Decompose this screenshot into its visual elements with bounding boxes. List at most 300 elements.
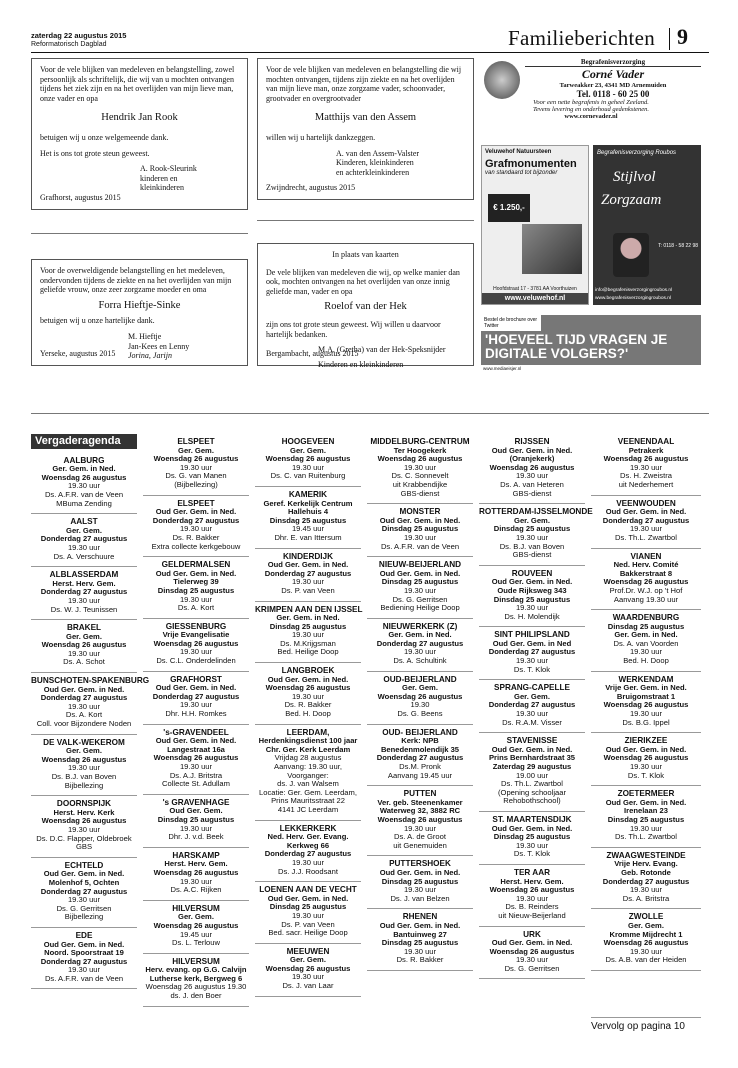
agenda-place: RHENEN [402,912,438,922]
agenda-line: Ds. P. van Veen [281,585,335,595]
agenda-line: 19.30 uur [179,762,213,771]
agenda-entry [255,663,361,725]
agenda-line: Ds. A.J. Britstra [169,770,223,780]
agenda-entry [479,627,585,680]
agenda-place: 's GRAVENHAGE [162,797,230,807]
agenda-line: uit Nederhemert [618,479,674,489]
gravestone-image [522,224,582,274]
page-number: 9 [677,24,688,49]
agenda-line: Ds. C. van Ruitenburg [270,471,346,481]
notice-text: betuigen wij u onze hartelijke dank. [40,316,155,326]
agenda-place: GIESSENBURG [165,621,227,631]
agenda-line: 19.30 uur [67,648,101,658]
agenda-line: 19.30 uur [291,910,325,920]
agenda-place: HARSKAMP [172,850,220,860]
agenda-place: PUTTERSHOEK [389,859,451,869]
agenda-line: Woensdag 26 augustus [41,472,127,482]
flower-icon [484,61,520,99]
agenda-place: LEERDAM, [286,727,330,737]
agenda-entry [143,795,249,848]
signature-line: M. Hieftje [128,331,162,341]
agenda-line: Vrije Herv. Evang. [614,859,678,869]
agenda-entry [367,434,473,504]
agenda-line: 19.30 uur [403,885,437,895]
agenda-place: HOOGEVEEN [281,437,335,446]
agenda-line: 19.30 uur [67,824,101,834]
notice-intro: De vele blijken van medeleven die wij, op welke manier dan ook, mochten ontvangen na het overlijden van onze innig geliefde man, vader en opa [266,267,460,296]
agenda-line: Oud Ger. Gem. in Ned. [43,869,125,879]
agenda-entry [479,733,585,812]
agenda-line: Ds. R. Bakker [172,532,220,542]
agenda-line: GBS [75,842,93,852]
agenda-line: (Oranjekerk) [509,454,555,464]
agenda-line: Woensdag 26 augustus [265,683,351,693]
signature-line: kleinkinderen [140,183,184,193]
agenda-line: Oude Rijksweg 343 [497,585,567,595]
agenda-entry [367,672,473,725]
agenda-line: Woensdag 26 augustus [41,816,127,826]
agenda-place: ZIERIKZEE [624,736,668,746]
agenda-line: Herst. Herv. Gem. [500,876,564,886]
notice-text: willen wij u hartelijk dankzeggen. [266,132,376,142]
agenda-place: DOORNSPIJK [56,799,112,809]
agenda-line: Bediening Heilige Doop [380,603,460,613]
agenda-line: 19.30 uur [515,532,549,542]
header-date: zaterdag 22 augustus 2015 [31,31,127,40]
agenda-line: GBS-dienst [512,488,552,498]
signature-line: A. Rook-Sleurink [140,164,197,174]
agenda-line: Woensdag 26 augustus [603,938,689,948]
agenda-line: (Opening schooljaar [498,787,566,797]
agenda-line: Dhr. J. v.d. Beek [168,832,224,842]
person-photo [613,233,649,277]
agenda-line: Ds. M.Krijgsman [280,638,336,648]
agenda-line: Ds. A. Schultink [393,656,447,666]
agenda-line: Oud Ger. Gem. in Ned. [155,736,237,746]
agenda-line: Ds. B.G. Ippel [622,717,670,727]
agenda-line: Ds. A. van Heteren [500,479,564,489]
agenda-line: Oud Ger. Gem. in Ned. [605,507,687,517]
agenda-line: Ds. A. Kort [177,603,215,613]
agenda-line: Aanvang 19.30 uur [613,594,679,604]
ad-roubos [593,145,701,305]
agenda-line: Ds. A.C. Rijken [170,885,222,895]
agenda-entry [255,725,361,821]
agenda-line: Ger. Gem. in Ned. [614,630,678,640]
agenda-entry [143,434,249,496]
agenda-line: Dinsdag 25 augustus [381,577,459,587]
agenda-place: HILVERSUM [172,956,220,966]
agenda-line: 19.30 uur [67,481,101,491]
agenda-place: NIEUW-BEIJERLAND [378,560,462,570]
agenda-entry [591,848,701,910]
agenda-line: Ds. A. Kort [65,710,103,720]
ad-email: info@begrafenisverzorgingroubos.nl [595,288,673,293]
agenda-place: VEENENDAAL [617,437,675,446]
agenda-place: WERKENDAM [618,674,674,684]
agenda-entry [255,602,361,664]
agenda-line: Ds. A. van Voorden [613,638,679,648]
agenda-line: Ds. A.F.R. van de Veen [380,541,460,551]
agenda-place: STAVENISSE [506,736,558,746]
agenda-line: Donderdag 27 augustus [488,647,576,657]
notice-text: betuigen wij u onze welgemeende dank. [40,132,169,142]
agenda-line: Woensdag 26 augustus [603,700,689,710]
ad-vader [481,58,701,135]
agenda-line: Dinsdag 25 augustus [607,814,685,824]
agenda-line: 19.30 uur [403,647,437,657]
agenda-line: Molenhof 5, Ochten [48,877,120,887]
agenda-line: Ger. Gem. [402,683,438,693]
ad-phone: Tel. 0118 - 60 25 00 [576,89,650,99]
agenda-line: Ger. Gem. [290,445,326,455]
ad-url: www.mediaeisjer.nl [483,366,522,371]
agenda-line: Herst. Herv. Gem. [164,859,228,869]
agenda-line: 19.30 uur [291,577,325,587]
agenda-line: 19.30 uur [515,840,549,850]
agenda-line: ds. J. den Boer [170,991,222,1001]
agenda-line: Dhr. H.H. Romkes [165,709,227,719]
agenda-line: Ds. A. Schot [63,657,105,667]
agenda-entry [255,944,361,997]
agenda-line: Chr. Ger. Kerk Leerdam [265,744,351,754]
ad-line: Voor een nette begrafenis in geheel Zeeland. [533,99,649,106]
agenda-line: Oud Ger. Gem. in Ned. [491,823,573,833]
agenda-line: 19.30 uur [515,709,549,719]
notice-hek [257,243,474,369]
agenda-line: Dinsdag 25 augustus [493,832,571,842]
ad-top: Begrafenisverzorging Roubos [597,150,677,156]
ad-veluwehof [481,145,589,305]
agenda-line: Rehobothschool) [503,796,561,806]
agenda-line: Ds. A. Verschuure [53,551,115,561]
ad-line: Tevens levering en onderhoud gedenkstenen. [532,106,650,113]
agenda-line: Ds. B.J. van Boven [51,772,117,781]
agenda-line: Ger. Gem. [628,920,664,930]
agenda-line: Ds. G. Beens [397,709,443,719]
agenda-line: Donderdag 27 augustus [488,700,576,710]
agenda-line: Oud Ger. Gem. in Ned. [379,515,461,525]
agenda-line: Oud Ger. Gem. in Ned. [379,568,461,578]
agenda-entry [591,610,701,672]
agenda-line: Zaterdag 29 augustus [492,762,572,771]
agenda-place: RIJSSEN [514,437,550,446]
agenda-line: 19.30 uur [291,972,325,982]
agenda-column [31,434,150,1039]
agenda-line: 19.30 uur [67,595,101,605]
agenda-line: Ds. B.J. van Boven [499,541,565,551]
agenda-line: uit Nieuw-Beijerland [498,910,566,920]
agenda-line: Locatie: Ger. Gem. Leerdam, [259,787,357,797]
agenda-line: Ds. D.C. Flapper, Oldebroek [36,833,132,843]
agenda-line: Ds. G. van Manen [165,471,227,481]
agenda-line: Ds. Th.L. Zwartbol [615,532,677,542]
agenda-line: Oud Ger. Gem. in Ned. [155,507,237,517]
agenda-line: Kerk: NPB [401,736,439,746]
agenda-line: Ds. B. Reinders [505,902,559,912]
signature-line: M.A. (Gretha) van der Hek-Speksnijder [318,345,446,355]
agenda-line: Ger. Gem. [290,955,326,965]
divider [31,413,709,414]
agenda-line: 19.30 uur [515,893,549,903]
agenda-place: URK [523,929,541,939]
agenda-line: Woensdag 26 augustus [377,691,463,701]
agenda-line: Donderdag 27 augustus [152,691,240,701]
notice-place: Bergambacht, augustus 2015 [266,349,359,359]
agenda-line: Ds. T. Klok [513,849,551,859]
agenda-entry [143,901,249,954]
notice-name: Roelof van der Hek [324,301,407,313]
agenda-place: OUD- BEIJERLAND [382,727,458,737]
agenda-line: Donderdag 27 augustus [40,886,128,896]
agenda-line: Oud Ger. Gem. in Ned. [491,445,573,455]
agenda-line: Woensdag 26 augustus [153,920,239,930]
agenda-entry [479,812,585,865]
agenda-line: Ds. H. Molendijk [504,611,560,621]
agenda-line: 19.30 uur [629,946,663,956]
agenda-line: 19.30 uur [291,691,325,701]
agenda-line: Prof.Dr. W.J. op 't Hof [609,585,683,595]
agenda-line: 19.30 uur [629,647,663,657]
agenda-place: AALST [70,517,98,527]
agenda-line: 19.30 uur [67,701,101,711]
agenda-place: ZWAAGWESTEINDE [606,850,686,860]
notice-name: Matthijs van den Assem [314,112,417,124]
ad-title: Grafmonumenten [485,158,577,170]
notice-intro: Voor de vele blijken van medeleven en belangstelling, zowel persoonlijk als schriftelijk, die wij van u mochten ontvangen tijdens het ziek zijn en na het overlijden van mijn lieve man, onze vader en opa [40,65,235,103]
signature-line: Jan-Kees en Lenny [128,341,190,351]
agenda-line: Woensdag 26 augustus 19.30 [145,982,247,992]
agenda-column [367,434,473,1039]
agenda-line: 19.30 uur [179,462,213,472]
agenda-line: Collecte St. Adullam [162,779,230,789]
agenda-line: Bijbellezing [64,780,104,790]
ad-line: Begrafenisverzorging [525,58,701,67]
agenda-line: 19.30 uur [179,876,213,886]
ad-phone: T: 0118 - 58 22 98 [658,243,698,249]
agenda-line: 19.30 uur [515,955,549,965]
agenda-line: 19.30 uur [629,524,663,534]
agenda-line: Ger. Gem. [514,691,550,701]
signature-line: kinderen en [140,173,178,183]
header-separator [669,28,670,50]
agenda-line: Lutherse kerk, Bergweg 6 [149,973,243,983]
agenda-line: uit Genemuiden [393,840,447,850]
agenda-entry [143,848,249,901]
ad-brand: Veluwehof Natuursteen [485,149,552,155]
agenda-line: Ds. C.L. Onderdelinden [156,656,236,666]
agenda-line: Ds. W. J. Teunissen [50,604,118,614]
agenda-place: LEKKERKERK [279,823,337,833]
agenda-line: 19.30 uur [67,763,101,773]
agenda-entry [255,821,361,883]
agenda-line: Herst. Herv. Gem. [52,578,116,588]
agenda-line: Waterweg 32, 3882 RC [379,806,461,816]
agenda-entry [479,504,593,566]
notice-assem [257,58,474,200]
notice-sinke [31,259,248,366]
agenda-entry [255,549,361,602]
agenda-line: Donderdag 27 augustus [40,956,128,966]
ad-word: Zorgzaam [601,192,662,208]
agenda-line: Donderdag 27 augustus [40,693,128,703]
agenda-place: AALBURG [63,455,105,465]
agenda-line: Ned. Herv. Ger. Evang. [267,832,349,842]
agenda-line: Ger. Gem. in Ned. [388,630,452,640]
ad-small: Bestel de brochure over Twitter [481,315,541,331]
agenda-line: Oud Ger. Gem. in Ned. [155,568,237,578]
agenda-line: Ds. R.A.M. Visser [502,717,562,727]
agenda-line: 19.45 uur [179,929,213,939]
notice-signature [266,149,465,178]
agenda-entry [479,865,585,927]
agenda-entry [479,680,585,733]
agenda-column [143,434,249,1039]
agenda-line: Ds. G. Gerritsen [392,594,448,604]
agenda-place: ZWOLLE [628,912,664,922]
ad-subtitle: van standaard tot bijzonder [485,170,558,176]
agenda-line: Woensdag 26 augustus [489,946,575,956]
agenda-line: 19.30 uur [403,585,437,595]
agenda-line: Ds. P. van Veen [281,919,335,929]
agenda-line: Kerkweg 66 [286,840,330,850]
agenda-line: 19.30 uur [179,823,213,833]
agenda-place: ROTTERDAM-IJSSELMONDE [479,507,593,517]
agenda-line: Donderdag 27 augustus [264,849,352,859]
agenda-line: Donderdag 27 augustus [602,876,690,886]
agenda-line: Coll. voor Bijzondere Noden [36,719,132,729]
agenda-entry [479,927,585,980]
agenda-entry [143,672,249,725]
agenda-place: ALBLASSERDAM [49,570,119,580]
agenda-entry [367,786,473,856]
signature-line: Jorina, Jarijn [128,351,172,361]
agenda-line: Bed. Heilige Doop [277,647,339,657]
agenda-line: Woensdag 26 augustus [41,640,127,650]
agenda-line: Oud Ger. Gem. in Ned. [379,920,461,930]
agenda-line: Donderdag 27 augustus [602,515,690,525]
agenda-line: Ter Hoogekerk [393,445,447,455]
agenda-line: Ned. Herv. Comité [613,560,679,570]
agenda-place: VEENWOUDEN [616,498,676,508]
agenda-line: Woensdag 26 augustus [603,753,689,763]
notice-name: Forra Hieftje-Sinke [98,299,181,311]
signature-line: Kinderen en kleinkinderen [318,359,404,369]
agenda-line: Herst. Herv. Kerk [53,807,115,817]
agenda-line: Woensdag 26 augustus [489,462,575,472]
agenda-line: Noord. Spoorstraat 19 [44,948,124,958]
agenda-line: Ger. Gem. in Ned. [52,464,116,474]
notice-text: Het is ons tot grote steun geweest. [40,148,150,158]
agenda-line: Donderdag 27 augustus [376,638,464,648]
notice-place: Zwijndrecht, augustus 2015 [266,183,356,193]
agenda-line: 19.30 uur [67,965,101,975]
notice-place: Yerseke, augustus 2015 [40,349,116,359]
agenda-line: Prins Bernhardstraat 35 [488,753,576,763]
agenda-line: Dinsdag 25 augustus [381,524,459,534]
agenda-entry [31,796,137,858]
agenda-line: Dinsdag 25 augustus [269,515,347,525]
agenda-place: WAARDENBURG [612,613,680,623]
ad-address: Hoofdstraat 17 - 3781 AA Voorthuizen [493,286,577,292]
agenda-line: uit Krabbendijke [392,479,448,489]
signature-line: A. van den Assem-Valster [336,148,420,158]
agenda-line: 19.30 uur [179,700,213,710]
agenda-line: 19.30 uur [629,709,663,719]
agenda-place: VIANEN [630,551,662,561]
agenda-place: DE VALK-WEKEROM [43,737,125,747]
agenda-line: GBS-dienst [512,550,552,560]
agenda-line: Oud Ger. Gem. [169,806,223,816]
agenda-line: Herv. evang. op G.G. Calvijn [145,965,247,975]
agenda-line: Ds. Th.L. Zwartbol [501,779,563,789]
ad-name: Corné Vader [581,67,645,81]
agenda-line: 19.30 uur [515,603,549,613]
agenda-line: Kromme Mijdrecht 1 [609,929,683,939]
agenda-entry [143,619,249,672]
agenda-place: ECHTELD [64,860,104,870]
agenda-entry [591,496,701,549]
agenda-line: Donderdag 27 augustus [40,587,128,597]
agenda-line: Dhr. E. van Ittersum [274,532,342,542]
agenda-entry [591,434,701,496]
agenda-line: Ds. L. Terlouw [172,938,220,948]
agenda-entry [367,856,473,909]
agenda-line: Vrije Evangelisatie [162,630,230,640]
notice-name: Hendrik Jan Rook [101,112,178,124]
agenda-place: SINT PHILIPSLAND [494,630,570,640]
agenda-line: 19.30 uur [629,462,663,472]
agenda-entry [591,549,701,611]
agenda-place: ZOETERMEER [617,789,675,799]
agenda-line: Bed. H. Doop [623,656,669,666]
agenda-entry [367,909,473,971]
agenda-line: Bed. H. Doop [285,709,331,719]
agenda-line: Ds. G. Gerritsen [504,963,560,973]
ad-url: www.veluwehof.nl [482,293,588,304]
agenda-line: Woensdag 26 augustus [489,885,575,895]
agenda-line: Dinsdag 25 augustus [269,902,347,912]
agenda-line: Benedenmolendijk 35 [380,744,460,754]
agenda-line: Woensdag 26 augustus [41,754,127,764]
ad-media [481,315,701,365]
agenda-line: 19.30 uur [515,471,549,481]
agenda-place: BRAKEL [66,623,102,633]
agenda-line: Ds. R. Bakker [284,700,332,710]
agenda-line: Ds. T. Klok [513,664,551,674]
agenda-place: EDE [75,930,93,940]
agenda-line: Tielerweg 39 [173,577,219,587]
agenda-line: Dinsdag 25 augustus [157,585,235,595]
agenda-entry [591,909,701,971]
agenda-place: GRAFHORST [170,674,222,684]
agenda-line: 19.30 uur [403,823,437,833]
agenda-line: Bruigomstraat 1 [616,691,676,701]
agenda-line: Ds. G. Gerritsen [56,903,112,913]
agenda-line: Oud Ger. Gem. in Ned. [605,797,687,807]
agenda-line: Oud Ger. Gem. in Ned. [605,744,687,754]
agenda-line: Oud Ger. Gem. in Ned. [491,938,573,948]
agenda-line: Dinsdag 25 augustus [381,938,459,948]
agenda-line: Ger. Gem. [178,912,214,922]
agenda-line: Dinsdag 25 augustus [269,621,347,631]
agenda-entry [367,504,473,557]
header-paper: Reformatorisch Dagblad [31,41,107,48]
agenda-line: Ds. Th.L. Zwartbol [615,832,677,842]
agenda-line: 19.30 uur [403,462,437,472]
agenda-place: OUD-BEIJERLAND [383,674,457,684]
agenda-place: GELDERMALSEN [161,560,231,570]
